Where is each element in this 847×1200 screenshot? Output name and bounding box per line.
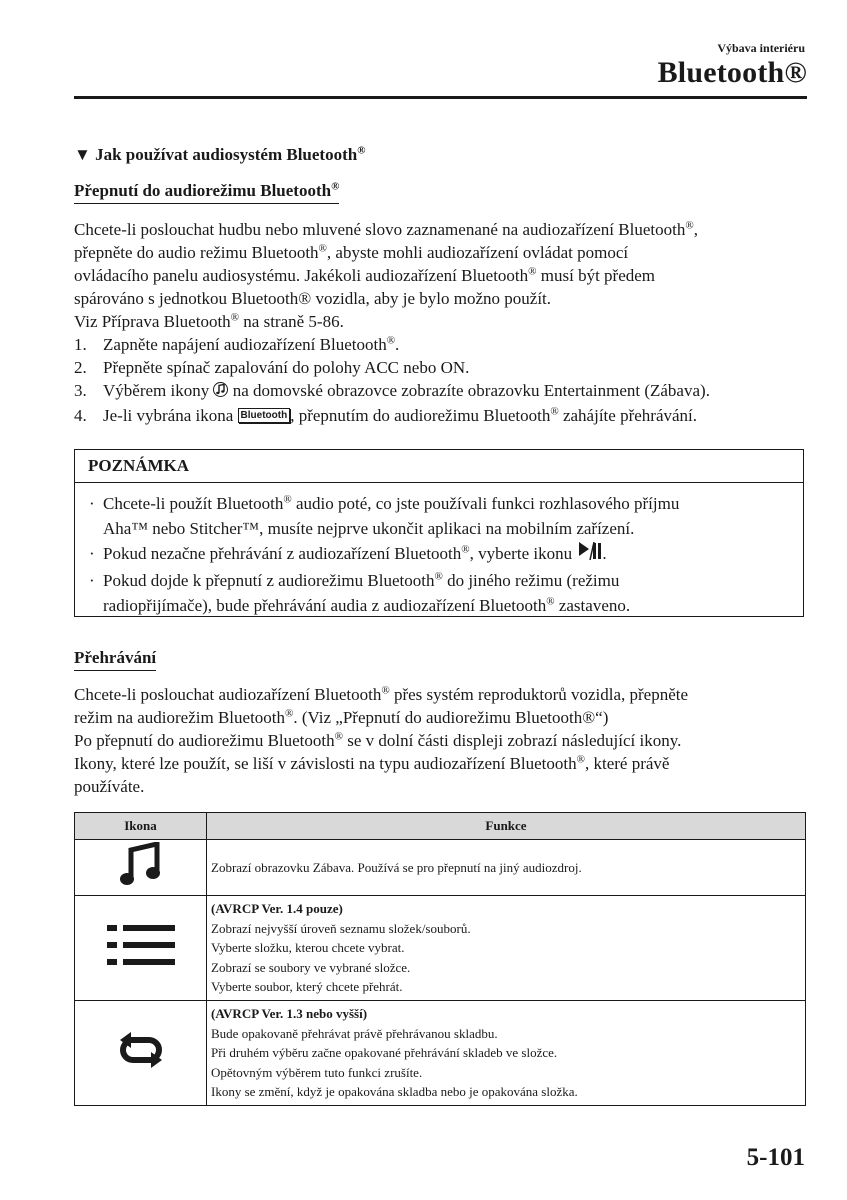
step-item: 2. Přepněte spínač zapalování do polohy ACC nebo ON. [74, 358, 470, 377]
section-heading: ▼ Jak používat audiosystém Bluetooth® [74, 144, 366, 164]
step-item: 4. Je-li vybrána ikona Bluetooth , přepnutím do audiorežimu Bluetooth® zahájíte přehrávání. [74, 405, 698, 425]
music-note-icon [213, 381, 228, 404]
switch-heading-text: Přepnutí do audiorežimu Bluetooth [74, 181, 331, 204]
triangle-marker: ▼ [74, 145, 91, 164]
switch-heading: Přepnutí do audiorežimu Bluetooth® [74, 181, 339, 201]
icon-cell [75, 896, 207, 1001]
intro-line: spárováno s jednotkou Bluetooth® vozidla, aby je bylo možno použít. [74, 289, 552, 308]
repeat-icon [111, 1032, 171, 1074]
intro-line: Viz Příprava Bluetooth® na straně 5-86. [74, 311, 344, 331]
play-line: používáte. [74, 777, 145, 796]
play-body [74, 683, 807, 798]
note-list [75, 483, 803, 618]
note-box [74, 449, 804, 617]
switch-body [74, 218, 807, 427]
list-icon [107, 923, 175, 973]
play-line: Po přepnutí do audiorežimu Bluetooth® se v dolní části displeji zobrazí následující ikony. [74, 730, 682, 750]
function-cell: (AVRCP Ver. 1.3 nebo vyšší) Bude opakovaně přehrávat právě přehrávanou skladbu. Při druhém výběru začne opakované přehrávání skladeb ve složce. Opětovným výběrem tuto funkci zrušíte. Ikony se změní, když je opakována skladba nebo je opakována složka. [207, 1001, 806, 1106]
music-note-icon [119, 842, 163, 894]
function-cell: (AVRCP Ver. 1.4 pouze) Zobrazí nejvyšší úroveň seznamu složek/souborů. Vyberte složku, kterou chcete vybrat. Zobrazí se soubory ve vybrané složce. Vyberte soubor, který chcete přehrát. [207, 896, 806, 1001]
play-line: režim na audiorežim Bluetooth®. (Viz „Přepnutí do audiorežimu Bluetooth®“) [74, 707, 609, 727]
note-item: · Chcete-li použít Bluetooth® audio poté, co jste používali funkci rozhlasového příjmu Aha™ nebo Stitcher™, musíte nejprve ukončit aplikaci na mobilním zařízení. [89, 493, 680, 538]
play-heading: Přehrávání [74, 648, 156, 668]
table-row [75, 1001, 806, 1106]
icon-cell [75, 840, 207, 896]
icon-function-table [74, 812, 806, 1106]
page-title: Bluetooth® [657, 56, 807, 89]
section-label: Výbava interiéru [717, 41, 805, 55]
play-line: Chcete-li poslouchat audiozařízení Bluetooth® přes systém reproduktorů vozidla, přepněte [74, 684, 689, 704]
column-header-function: Funkce [207, 813, 806, 840]
column-header-icon: Ikona [75, 813, 207, 840]
note-title: POZNÁMKA [75, 450, 803, 483]
function-cell: Zobrazí obrazovku Zábava. Používá se pro přepnutí na jiný audiozdroj. [207, 840, 806, 896]
bluetooth-button-icon: Bluetooth [238, 408, 291, 423]
intro-line: ovládacího panelu audiosystému. Jakékoli audiozařízení Bluetooth® musí být předem [74, 265, 656, 285]
play-line: Ikony, které lze použít, se liší v závislosti na typu audiozařízení Bluetooth®, které právě [74, 753, 670, 773]
intro-line: přepněte do audio režimu Bluetooth®, abyste mohli audiozařízení ovládat pomocí [74, 242, 629, 262]
section-heading-text: Jak používat audiosystém Bluetooth [95, 145, 358, 164]
play-pause-icon [576, 541, 602, 568]
step-item: 1. Zapněte napájení audiozařízení Bluetooth®. [74, 334, 400, 354]
table-row [75, 896, 806, 1001]
icon-cell [75, 1001, 207, 1106]
step-item: 3. Výběrem ikony na domovské obrazovce zobrazíte obrazovku Entertainment (Zábava). [74, 379, 807, 404]
table-header-row [75, 813, 806, 840]
header-rule [74, 96, 807, 99]
intro-line: Chcete-li poslouchat hudbu nebo mluvené slovo zaznamenané na audiozařízení Bluetooth®, [74, 219, 698, 239]
note-item: · Pokud nezačne přehrávání z audiozařízení Bluetooth®, vyberte ikonu . [89, 541, 793, 568]
note-item: · Pokud dojde k přepnutí z audiorežimu Bluetooth® do jiného režimu (režimu radiopřijímače), bude přehrávání audia z audiozařízení Bluetooth® zastaveno. [89, 570, 631, 615]
page-number: 5-101 [746, 1144, 805, 1171]
table-row [75, 840, 806, 896]
